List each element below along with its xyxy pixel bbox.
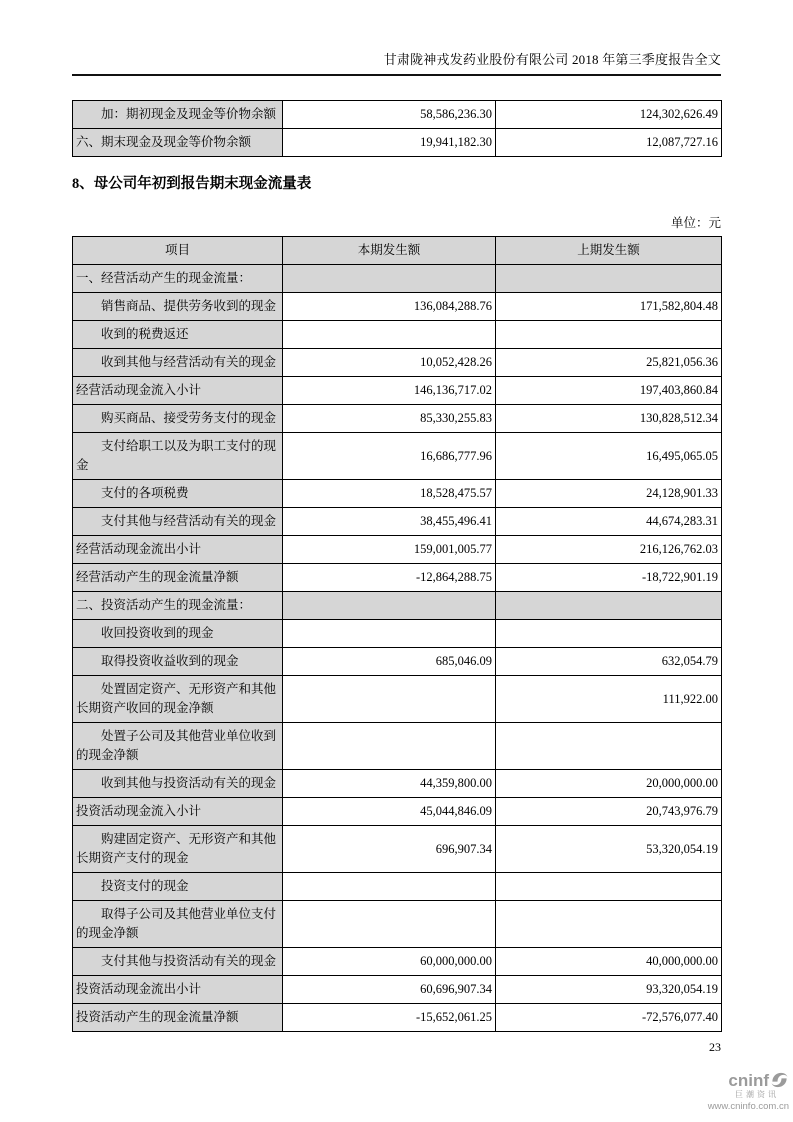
table-row [73, 536, 722, 564]
prior-amount-cell: 130,828,512.34 [496, 405, 722, 433]
current-amount-cell [283, 620, 496, 648]
current-amount-cell [283, 723, 496, 770]
item-label-cell: 收回投资收到的现金 [73, 620, 283, 648]
item-label-cell: 取得投资收益收到的现金 [73, 648, 283, 676]
table-row [73, 349, 722, 377]
table-row [73, 798, 722, 826]
table-row [73, 508, 722, 536]
carryover-table [72, 100, 722, 157]
prior-amount-cell [496, 620, 722, 648]
current-amount-cell: 44,359,800.00 [283, 770, 496, 798]
current-amount-cell [283, 592, 496, 620]
item-label-cell: 购买商品、接受劳务支付的现金 [73, 405, 283, 433]
document-header-title: 甘肃陇神戎发药业股份有限公司 2018 年第三季度报告全文 [383, 52, 721, 67]
table-row [73, 564, 722, 592]
prior-amount-cell: -18,722,901.19 [496, 564, 722, 592]
current-amount-cell: 19,941,182.30 [283, 129, 496, 157]
item-label-cell: 支付其他与经营活动有关的现金 [73, 508, 283, 536]
table-row [73, 901, 722, 948]
item-label-cell: 投资活动产生的现金流量净额 [73, 1004, 283, 1032]
item-label-cell: 处置子公司及其他营业单位收到的现金净额 [73, 723, 283, 770]
table-row [73, 480, 722, 508]
item-label-cell: 收到其他与经营活动有关的现金 [73, 349, 283, 377]
item-label-cell: 六、期末现金及现金等价物余额 [73, 129, 283, 157]
prior-amount-cell [496, 265, 722, 293]
item-label-cell: 收到的税费返还 [73, 321, 283, 349]
item-label-cell: 购建固定资产、无形资产和其他长期资产支付的现金 [73, 826, 283, 873]
table-row [73, 826, 722, 873]
item-label-cell: 二、投资活动产生的现金流量： [73, 592, 283, 620]
current-amount-cell: 696,907.34 [283, 826, 496, 873]
prior-amount-cell: 111,922.00 [496, 676, 722, 723]
prior-amount-cell: 24,128,901.33 [496, 480, 722, 508]
page-number: 23 [709, 1040, 721, 1054]
table-row [73, 377, 722, 405]
table-row [73, 873, 722, 901]
item-label-cell: 经营活动产生的现金流量净额 [73, 564, 283, 592]
current-amount-cell: 58,586,236.30 [283, 101, 496, 129]
table-row [73, 1004, 722, 1032]
current-amount-cell: 136,084,288.76 [283, 293, 496, 321]
prior-amount-cell: 632,054.79 [496, 648, 722, 676]
cninfo-chinese-name: 巨潮资讯 [735, 1090, 779, 1099]
prior-amount-cell [496, 901, 722, 948]
cninfo-wordmark-row [677, 1071, 789, 1089]
prior-amount-cell: -72,576,077.40 [496, 1004, 722, 1032]
table-row [73, 293, 722, 321]
table-row [73, 648, 722, 676]
item-label-cell: 经营活动现金流入小计 [73, 377, 283, 405]
current-amount-cell [283, 676, 496, 723]
unit-label: 单位：元 [670, 216, 721, 230]
current-amount-cell [283, 873, 496, 901]
current-amount-cell: 159,001,005.77 [283, 536, 496, 564]
table-row [73, 129, 722, 157]
table-row [73, 620, 722, 648]
table-row [73, 592, 722, 620]
prior-amount-cell [496, 321, 722, 349]
cninfo-website: www.cninfo.com.cn [707, 1101, 789, 1112]
table-row [73, 321, 722, 349]
item-label-cell: 投资活动现金流入小计 [73, 798, 283, 826]
item-label-cell: 支付其他与投资活动有关的现金 [73, 948, 283, 976]
prior-amount-cell: 20,743,976.79 [496, 798, 722, 826]
column-header-current-period: 本期发生额 [283, 237, 496, 265]
prior-amount-cell: 12,087,727.16 [496, 129, 722, 157]
page-content [72, 0, 721, 1032]
table-row [73, 676, 722, 723]
prior-amount-cell: 216,126,762.03 [496, 536, 722, 564]
current-amount-cell: 18,528,475.57 [283, 480, 496, 508]
current-amount-cell [283, 321, 496, 349]
prior-amount-cell [496, 873, 722, 901]
prior-amount-cell: 124,302,626.49 [496, 101, 722, 129]
current-amount-cell [283, 901, 496, 948]
prior-amount-cell: 40,000,000.00 [496, 948, 722, 976]
cninfo-logo [677, 1071, 789, 1112]
prior-amount-cell: 93,320,054.19 [496, 976, 722, 1004]
table-row [73, 101, 722, 129]
table-header-row [73, 237, 722, 265]
prior-amount-cell: 16,495,065.05 [496, 433, 722, 480]
prior-amount-cell: 25,821,056.36 [496, 349, 722, 377]
current-amount-cell: 38,455,496.41 [283, 508, 496, 536]
item-label-cell: 取得子公司及其他营业单位支付的现金净额 [73, 901, 283, 948]
current-amount-cell: 60,000,000.00 [283, 948, 496, 976]
column-header-item: 项目 [73, 237, 283, 265]
section-title: 8、母公司年初到报告期末现金流量表 [72, 176, 312, 192]
prior-amount-cell: 53,320,054.19 [496, 826, 722, 873]
item-label-cell: 收到其他与投资活动有关的现金 [73, 770, 283, 798]
table-row [73, 723, 722, 770]
cninfo-swirl-icon [770, 1071, 789, 1089]
prior-amount-cell: 171,582,804.48 [496, 293, 722, 321]
prior-amount-cell: 20,000,000.00 [496, 770, 722, 798]
cash-flow-table [72, 236, 722, 1032]
current-amount-cell: 685,046.09 [283, 648, 496, 676]
item-label-cell: 投资活动现金流出小计 [73, 976, 283, 1004]
item-label-cell: 经营活动现金流出小计 [73, 536, 283, 564]
current-amount-cell: 146,136,717.02 [283, 377, 496, 405]
current-amount-cell: 60,696,907.34 [283, 976, 496, 1004]
item-label-cell: 支付给职工以及为职工支付的现金 [73, 433, 283, 480]
current-amount-cell: 85,330,255.83 [283, 405, 496, 433]
current-amount-cell [283, 265, 496, 293]
cninfo-wordmark: cninf [728, 1070, 769, 1090]
item-label-cell: 处置固定资产、无形资产和其他长期资产收回的现金净额 [73, 676, 283, 723]
table-row [73, 405, 722, 433]
current-amount-cell: 45,044,846.09 [283, 798, 496, 826]
column-header-prior-period: 上期发生额 [496, 237, 722, 265]
prior-amount-cell: 44,674,283.31 [496, 508, 722, 536]
current-amount-cell: 16,686,777.96 [283, 433, 496, 480]
prior-amount-cell [496, 592, 722, 620]
item-label-cell: 一、经营活动产生的现金流量： [73, 265, 283, 293]
prior-amount-cell: 197,403,860.84 [496, 377, 722, 405]
table-row [73, 265, 722, 293]
item-label-cell: 加：期初现金及现金等价物余额 [73, 101, 283, 129]
table-row [73, 770, 722, 798]
current-amount-cell: 10,052,428.26 [283, 349, 496, 377]
prior-amount-cell [496, 723, 722, 770]
item-label-cell: 投资支付的现金 [73, 873, 283, 901]
current-amount-cell: -12,864,288.75 [283, 564, 496, 592]
table-row [73, 948, 722, 976]
table-row [73, 976, 722, 1004]
table-row [73, 433, 722, 480]
current-amount-cell: -15,652,061.25 [283, 1004, 496, 1032]
item-label-cell: 支付的各项税费 [73, 480, 283, 508]
header-divider [72, 74, 721, 76]
item-label-cell: 销售商品、提供劳务收到的现金 [73, 293, 283, 321]
